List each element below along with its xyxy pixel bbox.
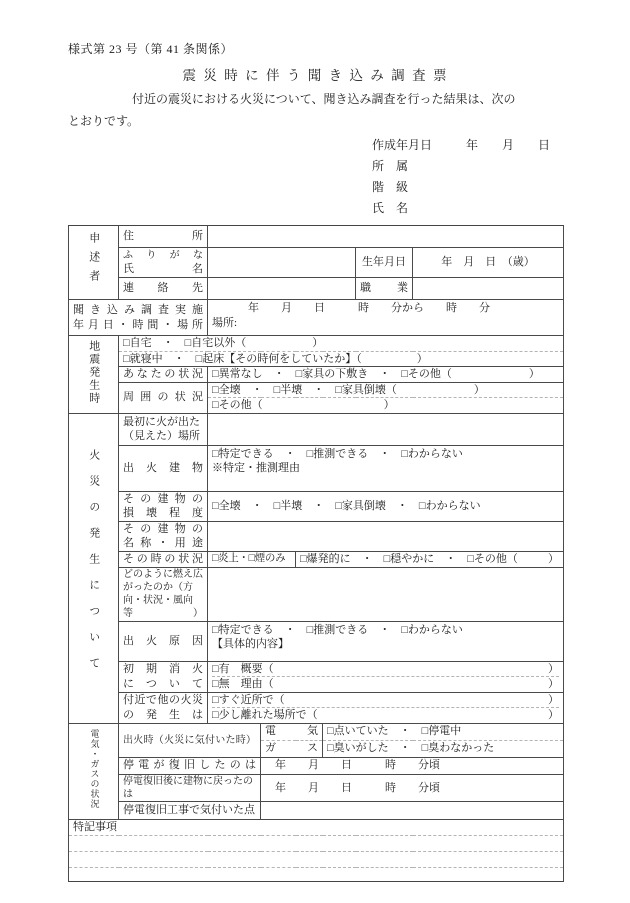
building-use-label-line2: 名称・用途 <box>123 537 203 550</box>
created-date-value: 年 月 日 <box>466 138 551 153</box>
rank-label: 階 級 <box>372 180 409 195</box>
restoration-work-value-cell <box>261 802 564 820</box>
survey-form-table <box>68 225 564 882</box>
job-label-cell: 職業 <box>356 278 413 300</box>
name-label: 氏 名 <box>372 201 409 216</box>
nearby-fire-label-line1: 付近で他の火災 <box>123 694 203 707</box>
applicant-name-label: 氏名 <box>123 263 203 276</box>
affiliation-label: 所 属 <box>372 159 409 174</box>
section-earthquake-side-label: 地震発生時 <box>69 336 119 414</box>
author-meta-block <box>372 135 630 219</box>
section-fire-side-label: 火災の発生について <box>69 413 119 723</box>
address-value-cell <box>208 226 564 248</box>
fire-building-reason-line: ※特定・推測理由 <box>212 462 300 475</box>
fire-spread-label-cell <box>119 567 208 621</box>
initial-extinguish-value-cell <box>208 661 564 692</box>
fire-building-checkbox-row: □特定できる ・ □推測できる ・ □わからない <box>212 447 463 460</box>
initial-extinguish-no-row: □無 理由（ ） <box>212 678 559 691</box>
address-label-cell: 住所 <box>119 226 208 248</box>
surroundings-checkbox-row-2: □その他（ ） <box>208 398 564 414</box>
form-number: 様式第 23 号（第 41 条関係） <box>68 42 234 56</box>
first-fire-place-label-cell <box>119 413 208 445</box>
fire-cause-detail-line: 【具体的内容】 <box>212 638 289 651</box>
restoration-work-label-cell: 停電復旧工事で気付いた点 <box>119 802 261 820</box>
fire-cause-checkbox-row: □特定できる ・ □推測できる ・ □わからない <box>212 623 463 636</box>
section-utility-side-label: 電気・ガスの状況 <box>69 723 119 819</box>
intro-line-1: 付近の震災における火災について、聞き込み調査を行った結果は、次の <box>132 92 516 106</box>
first-fire-label-line2: （見えた）場所 <box>123 430 200 443</box>
fire-state-checkbox-row: □爆発的に ・ □穏やかに ・ □その他（ ） <box>300 553 559 566</box>
survey-datetime-line: 年 月 日 時 分から 時 分 <box>248 302 490 315</box>
survey-label-line1: 聞き込み調査実施 <box>73 304 203 317</box>
nearby-fire-far-row: □少し離れた場所で（ ） <box>212 709 559 722</box>
survey-datetime-place-label-cell <box>69 300 208 336</box>
special-notes-blank-row-2 <box>69 852 564 868</box>
power-restored-value-cell: 年 月 日 時 分頃 <box>261 757 564 774</box>
first-fire-place-value-cell <box>208 413 564 445</box>
intro-line-2: とおりです。 <box>68 113 140 128</box>
returned-building-label-cell: 停電復旧後に建物に戻ったのは <box>119 774 261 801</box>
nearby-fire-label-cell <box>119 692 208 723</box>
survey-place-line: 場所: <box>212 316 238 329</box>
fire-spread-label-line3: 向・状況・風向 <box>123 595 193 607</box>
fire-state-left-cell: □炎上・□煙のみ <box>208 551 296 567</box>
nearby-fire-label-line2: の発生は <box>123 708 203 721</box>
gas-checkbox-row: □臭いがした ・ □臭わなかった <box>323 740 564 757</box>
contact-value-cell <box>208 278 356 300</box>
building-use-label-cell <box>119 521 208 551</box>
first-fire-label-line1: 最初に火が出た <box>123 415 200 428</box>
home-checkbox-row: □自宅 ・ □自宅以外（ ） <box>119 336 564 352</box>
form-title: 震 災 時 に 伴 う 聞 き 込 み 調 査 票 <box>182 68 449 83</box>
surroundings-label-cell: 周囲の状況 <box>119 382 208 413</box>
fire-spread-label-line2: がったのか（方 <box>123 582 193 594</box>
name-value-cell <box>208 248 356 278</box>
birthdate-label-cell: 生年月日 <box>356 248 413 278</box>
special-notes-label-cell: 特記事項 <box>69 820 564 836</box>
fire-state-right-cell <box>296 551 564 567</box>
furigana-label: ふりがな <box>123 249 203 261</box>
fire-cause-value-cell <box>208 621 564 661</box>
survey-datetime-place-value-cell <box>208 300 564 336</box>
special-notes-blank-row-3 <box>69 868 564 882</box>
nearby-fire-value-cell <box>208 692 564 723</box>
electric-label-cell: 電気 <box>261 723 323 740</box>
initial-extinguish-yes-row: □有 概要（ ） <box>212 662 559 675</box>
fire-cause-label-cell: 出火原因 <box>119 621 208 661</box>
building-damage-label-line2: 損壊程度 <box>123 507 203 520</box>
section-applicant-side-label: 申述者 <box>69 226 119 300</box>
building-damage-label-cell <box>119 491 208 521</box>
electric-checkbox-row: □点いていた ・ □停電中 <box>323 723 564 740</box>
survey-label-line2: 年月日・時間・場所 <box>73 318 203 331</box>
surroundings-checkbox-row-1: □全壊 ・ □半壊 ・ □家具倒壊（ ） <box>208 382 564 398</box>
fire-spread-label-line4: 等 ） <box>123 608 203 620</box>
fire-state-label-cell: その時の状況 <box>119 551 208 567</box>
initial-extinguish-label-line1: 初期消火 <box>123 663 203 676</box>
job-value-cell <box>413 278 564 300</box>
initial-extinguish-label-line2: について <box>123 677 203 690</box>
fire-building-label-cell: 出火建物 <box>119 445 208 491</box>
initial-extinguish-label-cell <box>119 661 208 692</box>
fire-building-value-cell <box>208 445 564 491</box>
birthdate-value-cell: 年 月 日 （歳） <box>413 248 564 278</box>
power-restored-label-cell: 停電が復旧したのは <box>119 757 261 774</box>
fire-spread-label-line1: どのように燃え広 <box>123 568 203 580</box>
returned-building-value-cell: 年 月 日 時 分頃 <box>261 774 564 801</box>
your-situation-label-cell: あなたの状況 <box>119 367 208 383</box>
special-notes-blank-row-1 <box>69 836 564 852</box>
furigana-name-label-cell <box>119 248 208 278</box>
created-date-label: 作成年月日 <box>372 138 433 153</box>
fire-spread-value-cell <box>208 567 564 621</box>
utility-attime-label-cell: 出火時（火災に気付いた時） <box>119 723 261 757</box>
building-use-value-cell <box>208 521 564 551</box>
sleep-checkbox-row: □就寝中 ・ □起床【その時何をしていたか】（ ） <box>119 351 564 367</box>
building-use-label-line1: その建物の <box>123 522 203 535</box>
intro-text <box>68 89 563 132</box>
your-situation-checkbox-row: □異常なし ・ □家具の下敷き ・ □その他（ ） <box>208 367 564 383</box>
building-damage-label-line1: その建物の <box>123 492 203 505</box>
nearby-fire-close-row: □すぐ近所で（ ） <box>212 693 559 706</box>
contact-label-cell: 連絡先 <box>119 278 208 300</box>
building-damage-checkbox-row: □全壊 ・ □半壊 ・ □家具倒壊 ・ □わからない <box>208 491 564 521</box>
created-date-row <box>372 135 630 156</box>
gas-label-cell: ガス <box>261 740 323 757</box>
